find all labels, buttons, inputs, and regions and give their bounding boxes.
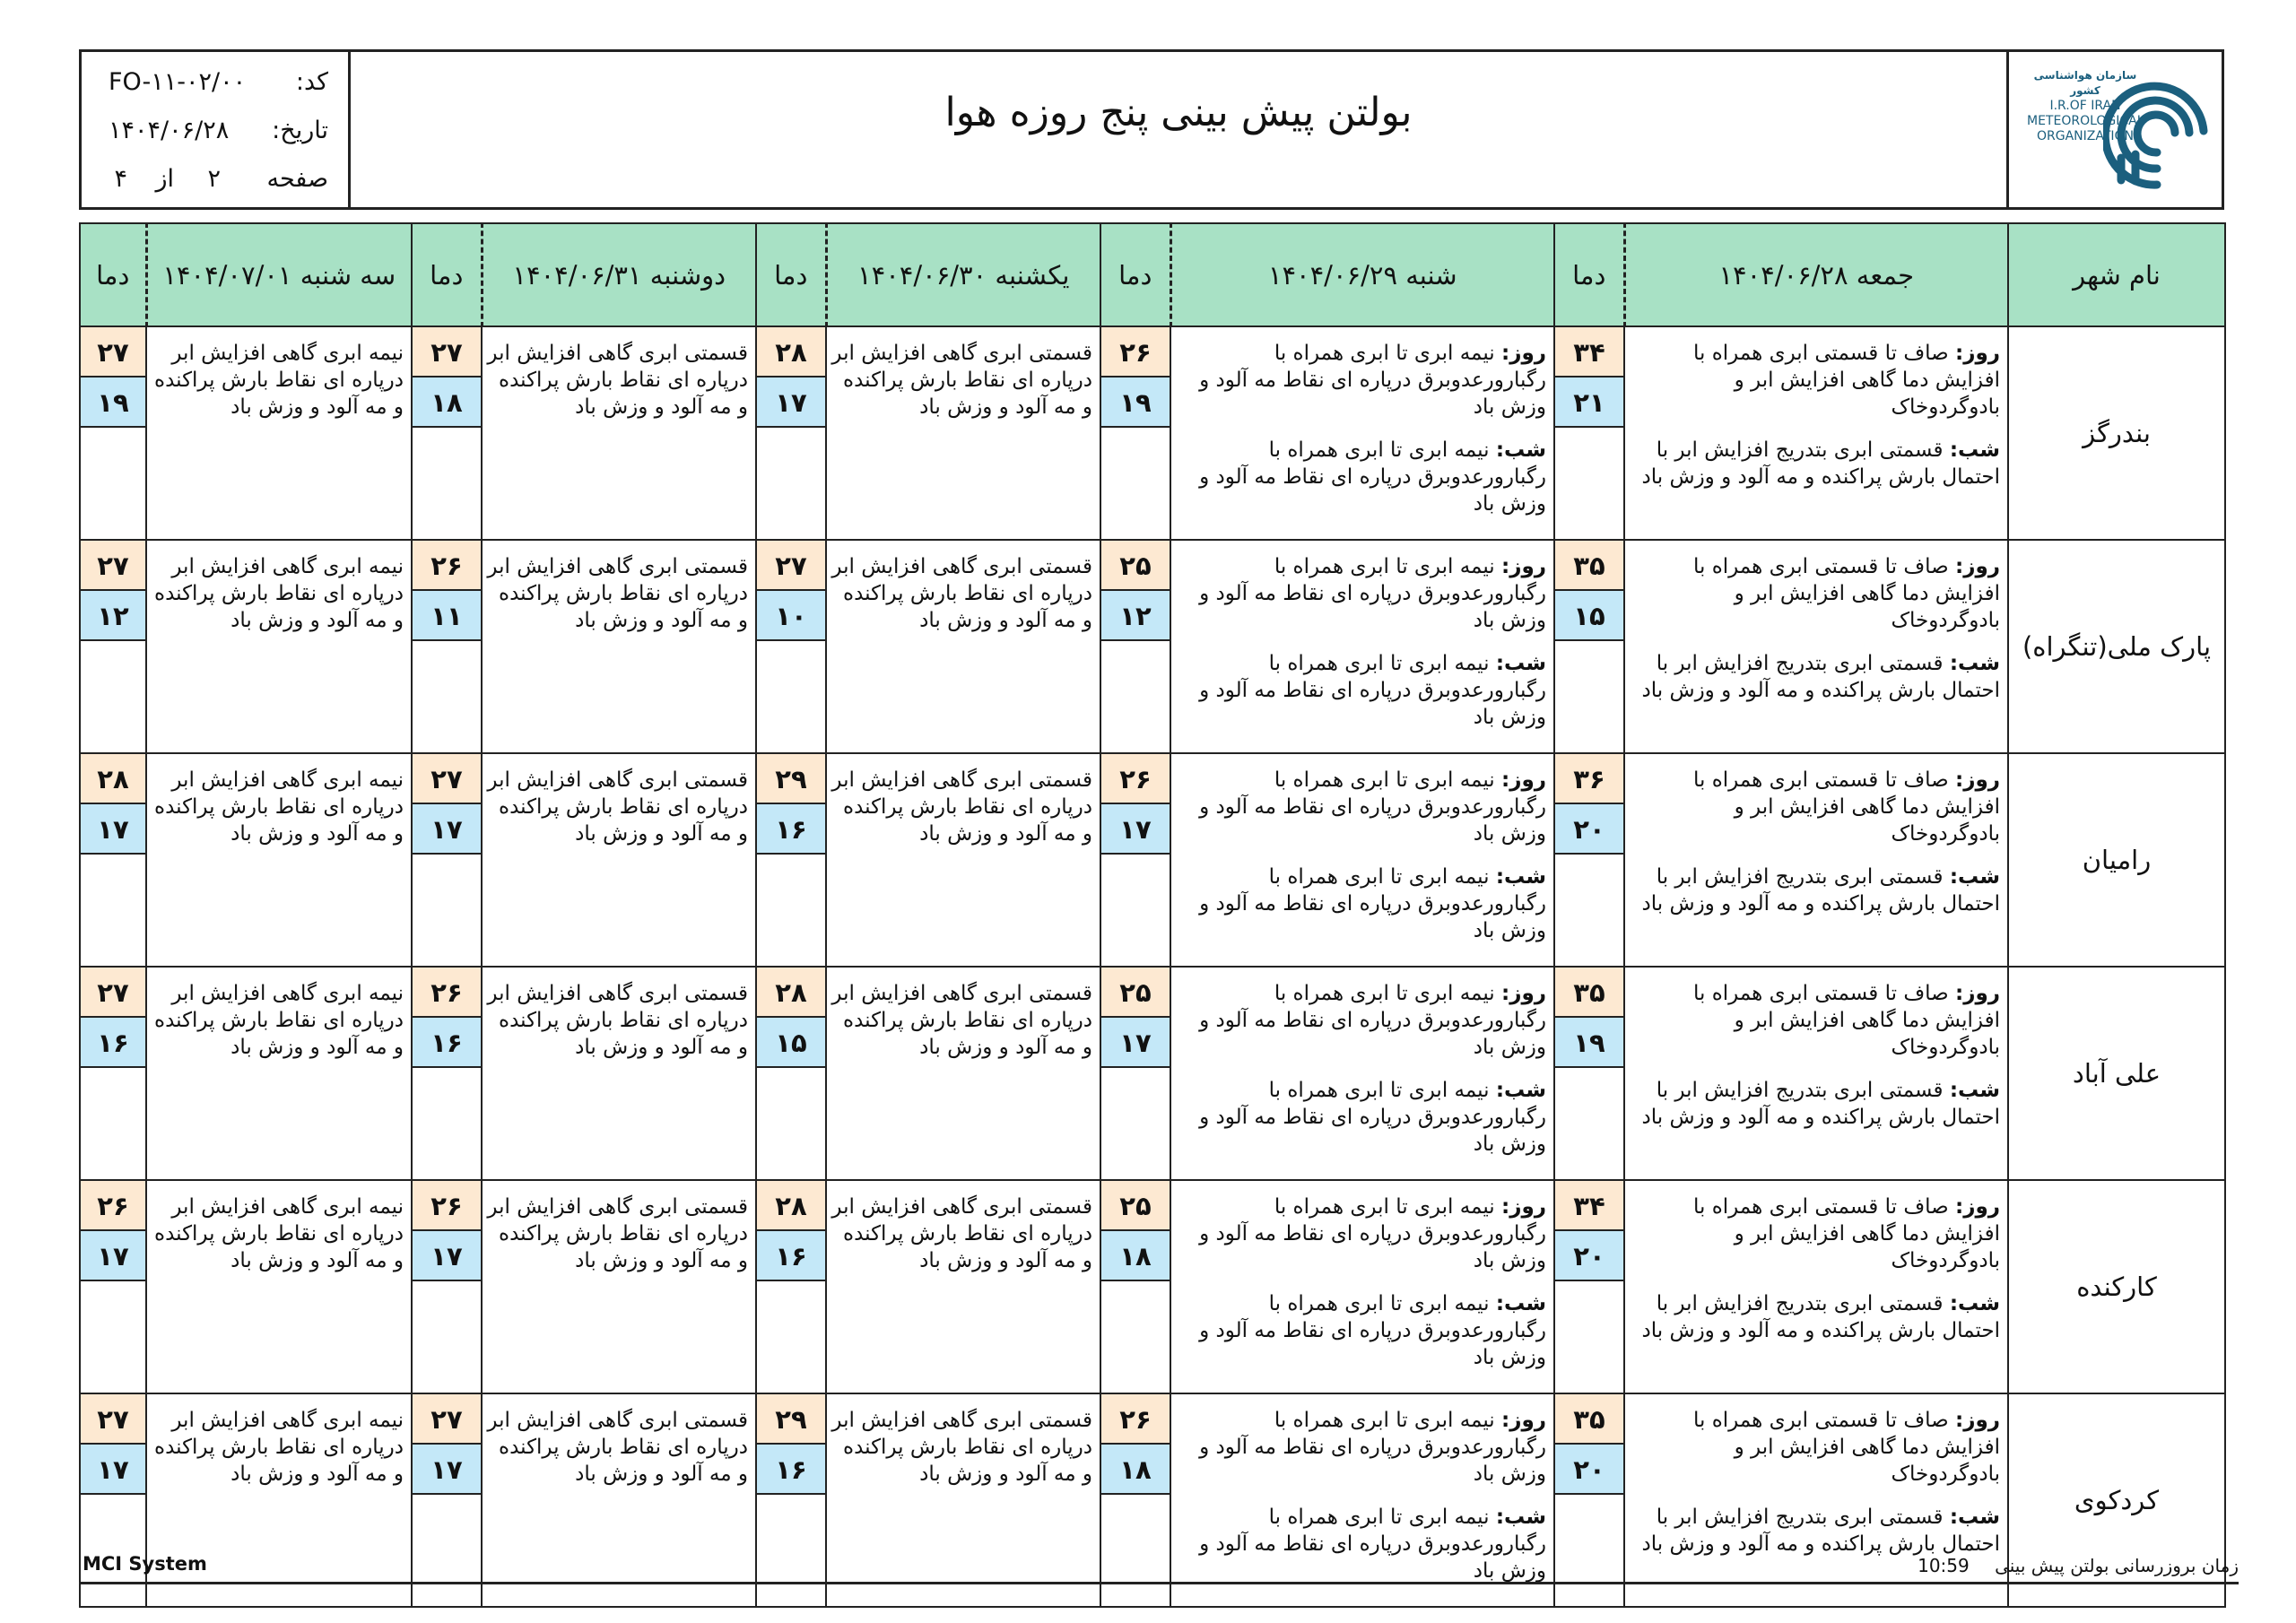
night-text: قسمتی ابری بتدریج افزایش ابر با احتمال بارش پراکنده و مه آلود و وزش باد [1641,1079,2000,1129]
temp-cell [1554,540,1624,753]
bulletin-header [79,49,2224,210]
forecast-text: قسمتی ابری گاهی افزایش ابر درپاره ای نقاط بارش پراکنده و مه آلود و وزش باد [831,1409,1092,1486]
forecast-cell [146,753,412,967]
code-label: کد: [295,68,328,96]
min-temp: ۱۷ [1101,1018,1170,1068]
table-row [80,753,2225,967]
max-temp: ۲۶ [413,1181,481,1231]
temp-cell [756,967,826,1180]
forecast-text: قسمتی ابری گاهی افزایش ابر درپاره ای نقاط بارش پراکنده و مه آلود و وزش باد [831,342,1092,419]
forecast-cell [1624,1180,2008,1393]
forecast-text: نیمه ابری گاهی افزایش ابر درپاره ای نقاط بارش پراکنده و مه آلود و وزش باد [154,555,404,632]
night-text: نیمه ابری تا ابری همراه با رگبارورعدوبرق درپاره ای نقاط مه آلود و وزش باد [1199,438,1546,516]
night-label: شب: [1495,1506,1546,1529]
min-temp: ۱۹ [1101,378,1170,428]
temp-cell [412,1180,482,1393]
day-text: نیمه ابری تا ابری همراه با رگبارورعدوبرق درپاره ای نقاط مه آلود و وزش باد [1199,1409,1546,1486]
min-temp: ۱۷ [81,1445,145,1495]
night-forecast [1175,1077,1546,1158]
min-temp: ۱۰ [757,591,825,641]
max-temp: ۲۸ [757,327,825,378]
forecast-text: قسمتی ابری گاهی افزایش ابر درپاره ای نقاط بارش پراکنده و مه آلود و وزش باد [831,982,1092,1059]
night-label: شب: [1949,1506,2000,1529]
night-forecast [1175,1504,1546,1584]
temp-cell [1100,753,1170,967]
forecast-cell [1170,1393,1554,1607]
night-forecast [1629,650,2000,704]
page-label: صفحه [266,165,328,193]
date-value: ۱۴۰۴/۰۶/۲۸ [109,117,230,144]
forecast-cell [826,1393,1100,1607]
logo-text-fa: سازمان هواشناسی کشور [2033,69,2137,97]
forecast-cell [482,1180,756,1393]
forecast-cell [1170,1180,1554,1393]
max-temp: ۲۷ [757,541,825,591]
temp-cell [80,540,146,753]
page-total: ۴ [114,165,127,193]
max-temp: ۲۶ [413,968,481,1018]
day-header: سه شنبه ۱۴۰۴/۰۷/۰۱ [146,223,412,326]
logo-box [2006,52,2222,207]
temp-cell [1554,753,1624,967]
night-label: شب: [1949,865,2000,889]
forecast-text: نیمه ابری گاهی افزایش ابر درپاره ای نقاط بارش پراکنده و مه آلود و وزش باد [154,1195,404,1272]
temp-cell [756,753,826,967]
forecast-text: نیمه ابری گاهی افزایش ابر درپاره ای نقاط بارش پراکنده و مه آلود و وزش باد [154,982,404,1059]
min-temp: ۱۹ [81,378,145,428]
max-temp: ۲۷ [81,327,145,378]
min-temp: ۱۵ [757,1018,825,1068]
max-temp: ۲۷ [413,754,481,804]
forecast-text: قسمتی ابری گاهی افزایش ابر درپاره ای نقاط بارش پراکنده و مه آلود و وزش باد [487,555,748,632]
day-text: صاف تا قسمتی ابری همراه با افزایش دما گاهی افزایش ابر و بادوگردوخاک [1692,982,2000,1059]
forecast-cell [826,753,1100,967]
max-temp: ۲۸ [757,968,825,1018]
temp-header: دما [80,223,146,326]
logo-line2: METEOROLOGICAL [2027,114,2144,128]
footer-update-time [1918,1555,2239,1576]
max-temp: ۳۶ [1555,754,1623,804]
forecast-cell [482,967,756,1180]
day-label: روز: [1501,342,1546,365]
temp-header: دما [412,223,482,326]
day-header: یکشنبه ۱۴۰۴/۰۶/۳۰ [826,223,1100,326]
max-temp: ۲۹ [757,754,825,804]
forecast-text: قسمتی ابری گاهی افزایش ابر درپاره ای نقاط بارش پراکنده و مه آلود و وزش باد [487,342,748,419]
max-temp: ۲۷ [81,1394,145,1445]
min-temp: ۱۷ [413,1231,481,1281]
min-temp: ۱۷ [757,378,825,428]
max-temp: ۳۵ [1555,1394,1623,1445]
day-text: صاف تا قسمتی ابری همراه با افزایش دما گاهی افزایش ابر و بادوگردوخاک [1692,768,2000,846]
day-label: روز: [1501,982,1546,1005]
max-temp: ۲۷ [413,1394,481,1445]
max-temp: ۳۵ [1555,541,1623,591]
forecast-text: نیمه ابری گاهی افزایش ابر درپاره ای نقاط بارش پراکنده و مه آلود و وزش باد [154,1409,404,1486]
forecast-cell [1170,326,1554,540]
page-number: ۲ [207,165,221,193]
forecast-cell [482,326,756,540]
city-name: کارکنده [2008,1180,2225,1393]
max-temp: ۲۵ [1101,968,1170,1018]
day-header: دوشنبه ۱۴۰۴/۰۶/۳۱ [482,223,756,326]
forecast-cell [482,540,756,753]
forecast-text: قسمتی ابری گاهی افزایش ابر درپاره ای نقاط بارش پراکنده و مه آلود و وزش باد [487,1409,748,1486]
forecast-text: قسمتی ابری گاهی افزایش ابر درپاره ای نقاط بارش پراکنده و مه آلود و وزش باد [831,555,1092,632]
min-temp: ۱۶ [81,1018,145,1068]
day-forecast [1175,340,1546,421]
day-forecast [1175,980,1546,1061]
forecast-text: نیمه ابری گاهی افزایش ابر درپاره ای نقاط بارش پراکنده و مه آلود و وزش باد [154,342,404,419]
temp-header: دما [1100,223,1170,326]
day-forecast [1175,1193,1546,1274]
night-label: شب: [1949,1292,2000,1315]
day-forecast [1629,553,2000,634]
temp-cell [756,326,826,540]
forecast-cell [1624,753,2008,967]
table-body [80,326,2225,1607]
min-temp: ۲۰ [1555,1445,1623,1495]
min-temp: ۱۶ [757,1445,825,1495]
day-label: روز: [1955,1195,2000,1219]
footer-divider [79,1582,2239,1584]
day-forecast [1175,1407,1546,1488]
min-temp: ۲۱ [1555,378,1623,428]
min-temp: ۱۷ [1101,804,1170,855]
temp-header: دما [756,223,826,326]
night-text: نیمه ابری تا ابری همراه با رگبارورعدوبرق درپاره ای نقاط مه آلود و وزش باد [1199,1079,1546,1156]
night-text: قسمتی ابری بتدریج افزایش ابر با احتمال بارش پراکنده و مه آلود و وزش باد [1641,438,2000,489]
temp-cell [1100,540,1170,753]
max-temp: ۲۵ [1101,1181,1170,1231]
city-header: نام شهر [2008,223,2225,326]
max-temp: ۲۸ [757,1181,825,1231]
max-temp: ۳۵ [1555,968,1623,1018]
day-forecast [1629,767,2000,847]
min-temp: ۱۶ [413,1018,481,1068]
temp-cell [1100,326,1170,540]
day-forecast [1629,1193,2000,1274]
max-temp: ۲۶ [1101,327,1170,378]
min-temp: ۱۷ [413,1445,481,1495]
footer-system-name: MCI System [83,1553,207,1575]
night-label: شب: [1495,1079,1546,1102]
max-temp: ۳۴ [1555,1181,1623,1231]
temp-cell [756,1180,826,1393]
max-temp: ۳۴ [1555,327,1623,378]
temp-cell [1100,967,1170,1180]
day-label: روز: [1955,1409,2000,1432]
forecast-cell [826,967,1100,1180]
date-label: تاریخ: [272,117,328,144]
day-text: نیمه ابری تا ابری همراه با رگبارورعدوبرق درپاره ای نقاط مه آلود و وزش باد [1199,342,1546,419]
temp-cell [80,1393,146,1607]
forecast-text: قسمتی ابری گاهی افزایش ابر درپاره ای نقاط بارش پراکنده و مه آلود و وزش باد [487,982,748,1059]
temp-cell [412,1393,482,1607]
temp-cell [1554,967,1624,1180]
day-label: روز: [1501,768,1546,792]
night-label: شب: [1949,438,2000,462]
forecast-cell [1170,967,1554,1180]
forecast-cell [146,326,412,540]
day-label: روز: [1501,555,1546,578]
table-row [80,326,2225,540]
table-row [80,1180,2225,1393]
min-temp: ۱۲ [81,591,145,641]
night-forecast [1175,1290,1546,1371]
forecast-cell [826,326,1100,540]
forecast-cell [146,540,412,753]
temp-cell [412,540,482,753]
day-text: صاف تا قسمتی ابری همراه با افزایش دما گاهی افزایش ابر و بادوگردوخاک [1692,1409,2000,1486]
day-text: نیمه ابری تا ابری همراه با رگبارورعدوبرق درپاره ای نقاط مه آلود و وزش باد [1199,982,1546,1059]
day-label: روز: [1501,1409,1546,1432]
max-temp: ۲۵ [1101,541,1170,591]
night-forecast [1629,437,2000,490]
night-text: نیمه ابری تا ابری همراه با رگبارورعدوبرق درپاره ای نقاط مه آلود و وزش باد [1199,865,1546,942]
forecast-cell [1170,753,1554,967]
temp-cell [412,967,482,1180]
max-temp: ۲۷ [413,327,481,378]
day-text: صاف تا قسمتی ابری همراه با افزایش دما گاهی افزایش ابر و بادوگردوخاک [1692,342,2000,419]
table-row [80,967,2225,1180]
night-text: نیمه ابری تا ابری همراه با رگبارورعدوبرق درپاره ای نقاط مه آلود و وزش باد [1199,1506,1546,1583]
night-forecast [1629,864,2000,917]
max-temp: ۲۶ [81,1181,145,1231]
table-row [80,540,2225,753]
day-label: روز: [1955,342,2000,365]
temp-cell [756,540,826,753]
day-header: جمعه ۱۴۰۴/۰۶/۲۸ [1624,223,2008,326]
forecast-text: نیمه ابری گاهی افزایش ابر درپاره ای نقاط بارش پراکنده و مه آلود و وزش باد [154,768,404,846]
max-temp: ۲۶ [1101,1394,1170,1445]
forecast-text: قسمتی ابری گاهی افزایش ابر درپاره ای نقاط بارش پراکنده و مه آلود و وزش باد [487,768,748,846]
max-temp: ۲۷ [81,541,145,591]
doc-meta [82,52,351,207]
bulletin-title: بولتن پیش بینی پنج روزه هوا [944,90,1413,135]
day-forecast [1175,767,1546,847]
forecast-text: قسمتی ابری گاهی افزایش ابر درپاره ای نقاط بارش پراکنده و مه آلود و وزش باد [487,1195,748,1272]
min-temp: ۱۸ [413,378,481,428]
day-forecast [1629,1407,2000,1488]
min-temp: ۱۲ [1101,591,1170,641]
forecast-cell [1624,326,2008,540]
max-temp: ۲۷ [81,968,145,1018]
min-temp: ۲۰ [1555,1231,1623,1281]
temp-cell [1554,326,1624,540]
forecast-cell [146,1180,412,1393]
day-label: روز: [1955,768,2000,792]
day-forecast [1629,340,2000,421]
night-text: نیمه ابری تا ابری همراه با رگبارورعدوبرق درپاره ای نقاط مه آلود و وزش باد [1199,1292,1546,1369]
night-label: شب: [1495,438,1546,462]
day-forecast [1175,553,1546,634]
max-temp: ۲۸ [81,754,145,804]
city-name: پارک ملی(تنگراه) [2008,540,2225,753]
min-temp: ۱۹ [1555,1018,1623,1068]
day-text: نیمه ابری تا ابری همراه با رگبارورعدوبرق درپاره ای نقاط مه آلود و وزش باد [1199,1195,1546,1272]
forecast-cell [826,540,1100,753]
day-label: روز: [1955,555,2000,578]
min-temp: ۱۷ [81,1231,145,1281]
night-forecast [1175,650,1546,731]
night-label: شب: [1495,865,1546,889]
day-label: روز: [1501,1195,1546,1219]
forecast-text: قسمتی ابری گاهی افزایش ابر درپاره ای نقاط بارش پراکنده و مه آلود و وزش باد [831,1195,1092,1272]
temp-cell [1554,1180,1624,1393]
temp-cell [412,326,482,540]
city-name: رامیان [2008,753,2225,967]
forecast-table [79,222,2226,1608]
night-text: قسمتی ابری بتدریج افزایش ابر با احتمال بارش پراکنده و مه آلود و وزش باد [1641,1292,2000,1342]
day-label: روز: [1955,982,2000,1005]
temp-cell [1554,1393,1624,1607]
night-label: شب: [1495,1292,1546,1315]
temp-cell [80,753,146,967]
min-temp: ۱۸ [1101,1231,1170,1281]
forecast-cell [1624,540,2008,753]
footer-update-label: زمان بروزرسانی بولتن پیش بینی [1995,1555,2239,1576]
day-forecast [1629,980,2000,1061]
code-value: FO-۱۱-۰۲/۰۰ [109,68,247,96]
night-label: شب: [1949,1079,2000,1102]
day-text: صاف تا قسمتی ابری همراه با افزایش دما گاهی افزایش ابر و بادوگردوخاک [1692,555,2000,632]
night-text: نیمه ابری تا ابری همراه با رگبارورعدوبرق درپاره ای نقاط مه آلود و وزش باد [1199,652,1546,729]
forecast-cell [482,1393,756,1607]
night-text: قسمتی ابری بتدریج افزایش ابر با احتمال بارش پراکنده و مه آلود و وزش باد [1641,1506,2000,1556]
min-temp: ۱۷ [81,804,145,855]
temp-cell [80,326,146,540]
forecast-cell [146,967,412,1180]
day-text: نیمه ابری تا ابری همراه با رگبارورعدوبرق درپاره ای نقاط مه آلود و وزش باد [1199,555,1546,632]
day-header: شنبه ۱۴۰۴/۰۶/۲۹ [1170,223,1554,326]
page-of: از [155,165,174,193]
forecast-cell [1624,967,2008,1180]
table-header-row [80,223,2225,326]
night-forecast [1629,1504,2000,1558]
table-row [80,1393,2225,1607]
night-forecast [1629,1290,2000,1344]
forecast-cell [826,1180,1100,1393]
min-temp: ۱۶ [757,804,825,855]
night-forecast [1175,864,1546,944]
day-text: نیمه ابری تا ابری همراه با رگبارورعدوبرق درپاره ای نقاط مه آلود و وزش باد [1199,768,1546,846]
footer-update-value: 10:59 [1918,1555,1970,1576]
temp-cell [1100,1393,1170,1607]
night-text: قسمتی ابری بتدریج افزایش ابر با احتمال بارش پراکنده و مه آلود و وزش باد [1641,652,2000,702]
min-temp: ۲۰ [1555,804,1623,855]
max-temp: ۲۶ [413,541,481,591]
temp-cell [80,1180,146,1393]
day-text: صاف تا قسمتی ابری همراه با افزایش دما گاهی افزایش ابر و بادوگردوخاک [1692,1195,2000,1272]
spiral-logo-icon [2103,68,2211,194]
night-text: قسمتی ابری بتدریج افزایش ابر با احتمال بارش پراکنده و مه آلود و وزش باد [1641,865,2000,916]
forecast-cell [482,753,756,967]
night-label: شب: [1495,652,1546,675]
city-name: کردکوی [2008,1393,2225,1607]
logo-line1: I.R.OF IRAN [2049,99,2121,113]
night-label: شب: [1949,652,2000,675]
min-temp: ۱۶ [757,1231,825,1281]
min-temp: ۱۸ [1101,1445,1170,1495]
temp-cell [412,753,482,967]
night-forecast [1629,1077,2000,1131]
forecast-cell [1170,540,1554,753]
temp-cell [80,967,146,1180]
min-temp: ۱۱ [413,591,481,641]
max-temp: ۲۹ [757,1394,825,1445]
min-temp: ۱۷ [413,804,481,855]
logo-line3: ORGANIZATION [2036,129,2135,143]
temp-cell [1100,1180,1170,1393]
temp-cell [756,1393,826,1607]
night-forecast [1175,437,1546,517]
min-temp: ۱۵ [1555,591,1623,641]
forecast-cell [146,1393,412,1607]
city-name: علی آباد [2008,967,2225,1180]
temp-header: دما [1554,223,1624,326]
max-temp: ۲۶ [1101,754,1170,804]
city-name: بندرگز [2008,326,2225,540]
forecast-text: قسمتی ابری گاهی افزایش ابر درپاره ای نقاط بارش پراکنده و مه آلود و وزش باد [831,768,1092,846]
